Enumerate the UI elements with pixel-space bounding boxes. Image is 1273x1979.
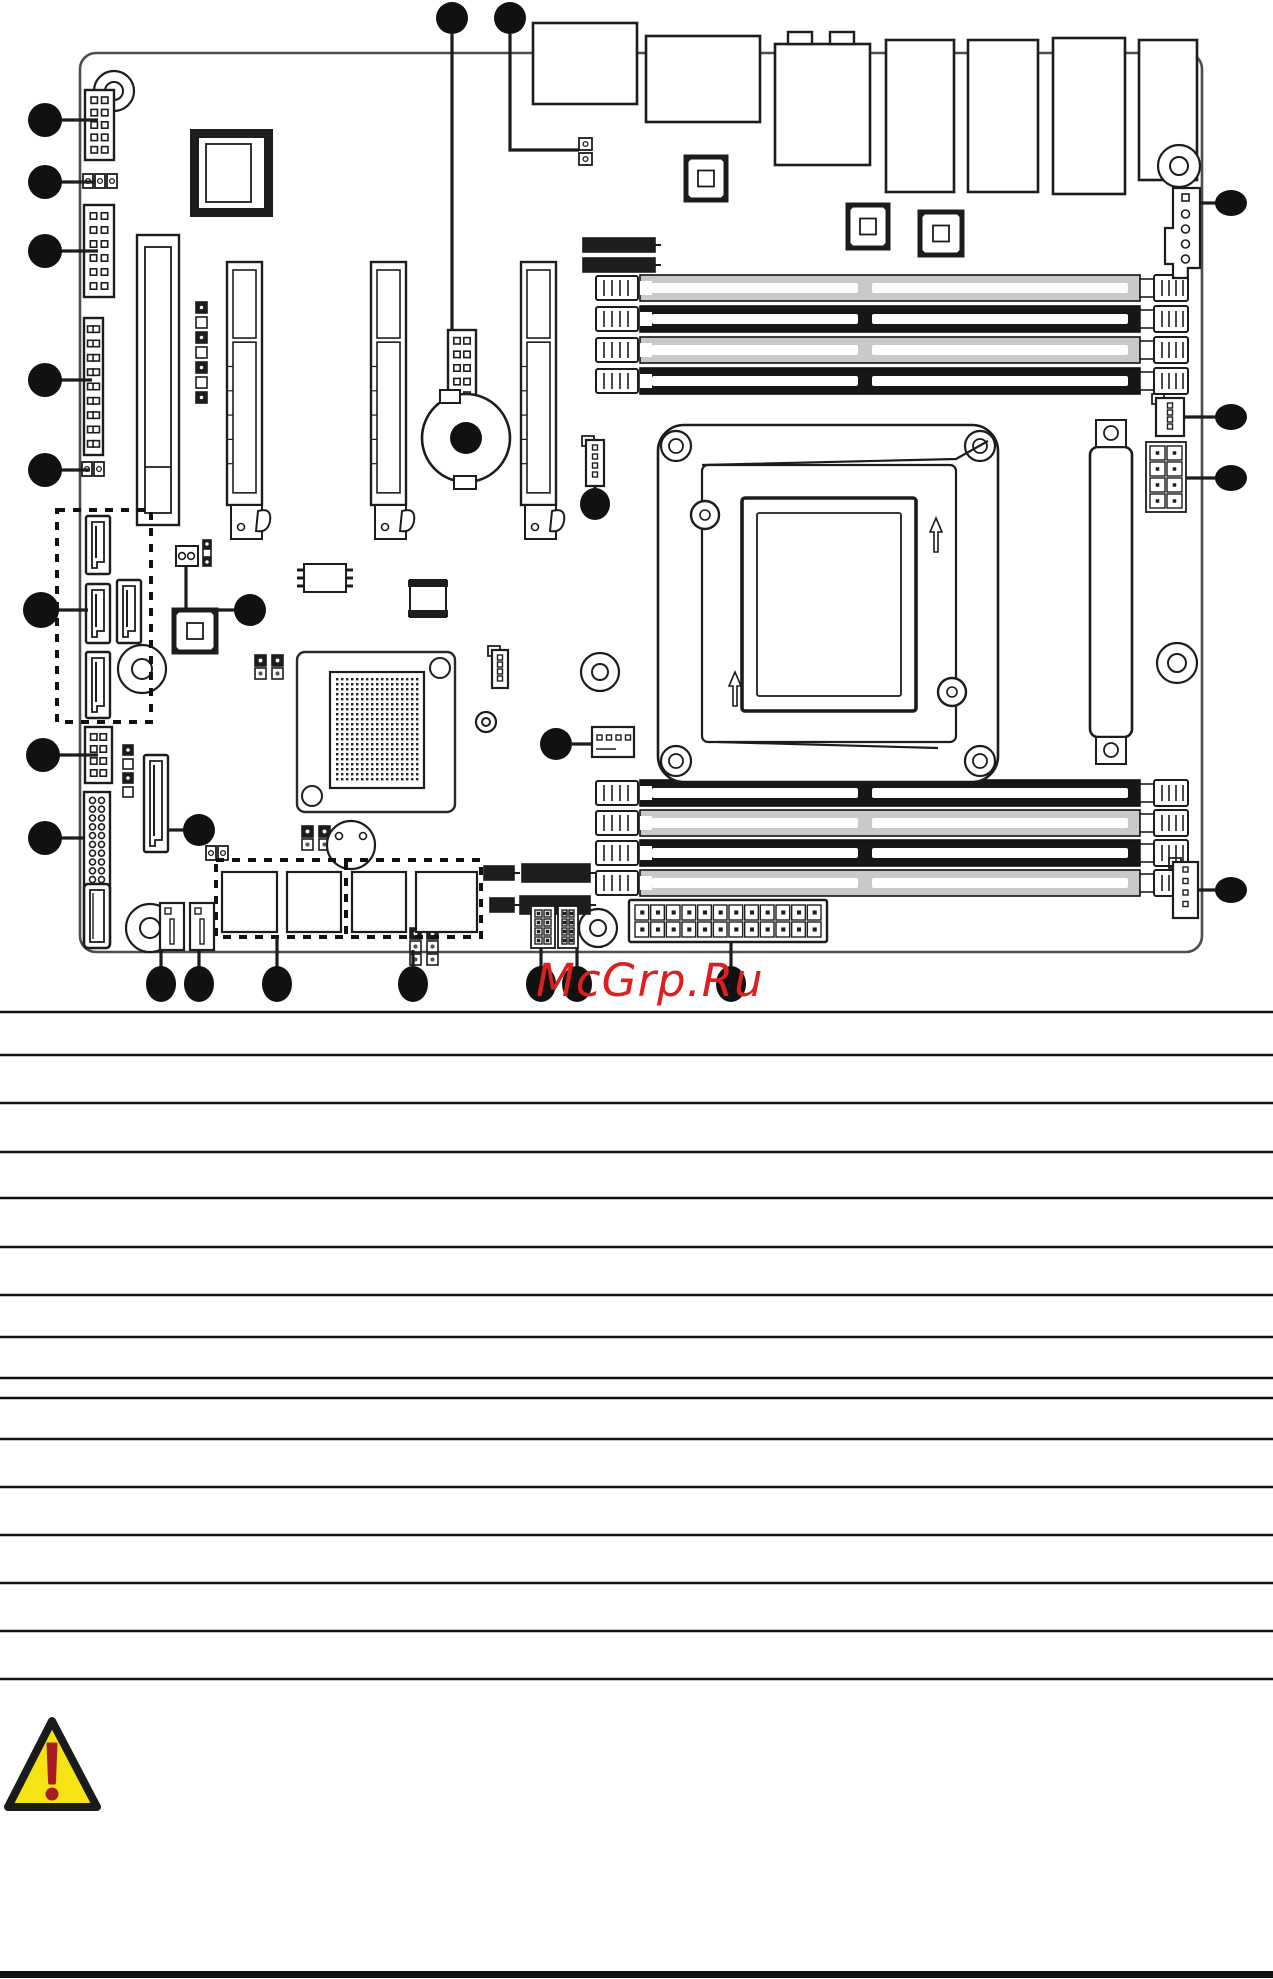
atx-24pin [629, 900, 827, 942]
ic-small-1 [297, 564, 353, 592]
sysfan-conn [176, 546, 198, 566]
callout-right-4 [1215, 877, 1247, 903]
fan-header-mid [582, 436, 604, 486]
sata-2 [86, 584, 110, 643]
watermark-text: McGrp.Ru [536, 954, 764, 1007]
callout-hdr4 [540, 728, 572, 760]
chip-lan-2 [920, 212, 962, 255]
callout-bottom-2 [184, 966, 214, 1002]
dimm-bot-3 [596, 840, 1188, 866]
fan-2pin-b1 [160, 903, 184, 950]
msata-3 [352, 872, 406, 932]
msata-1 [222, 872, 277, 932]
callout-right-1 [1215, 190, 1247, 216]
cpu-fan-header [1152, 394, 1184, 436]
io-block-5 [968, 40, 1038, 192]
sysfan-pincol [203, 540, 211, 566]
chip-super-io [190, 129, 273, 217]
io-block-2 [646, 36, 760, 122]
fan-2pin-b2 [190, 903, 214, 950]
footer-rule [0, 1971, 1273, 1978]
chip-usb [686, 157, 726, 200]
usb3-front [84, 884, 110, 948]
sata-dom [144, 755, 168, 852]
spec-table-lines [0, 1012, 1273, 1679]
sata-3 [117, 580, 141, 643]
callout-left-7 [26, 738, 60, 772]
msata-2 [287, 872, 341, 932]
sata-4 [86, 652, 110, 718]
screw-hole-tr [1158, 145, 1200, 187]
callout-fan-mid [580, 488, 610, 520]
callout-battery [450, 422, 482, 454]
chip-clockgen [174, 610, 216, 652]
screw-hole-mr [1157, 643, 1197, 683]
dimm-bot-1 [596, 780, 1188, 806]
callout-left-3 [28, 234, 62, 268]
header-4pin-h [592, 727, 634, 757]
dimm-top-3 [596, 337, 1188, 363]
callout-right-2 [1215, 404, 1247, 430]
callout-left-1 [28, 103, 62, 137]
msata-4 [416, 872, 477, 932]
front-panel-header [84, 318, 103, 455]
vrm-heatsink [1090, 420, 1132, 764]
warning-icon [8, 1721, 97, 1807]
strip-pair-1a [484, 866, 520, 880]
cpu-socket [658, 425, 998, 782]
callout-left-5 [28, 453, 62, 487]
callout-bottom-4 [398, 966, 428, 1002]
header-2x10 [84, 792, 110, 888]
jblock-2 [558, 906, 578, 948]
callout-bottom-3 [262, 966, 292, 1002]
usb-header-1 [85, 90, 114, 160]
screw-hole-pch [581, 653, 619, 691]
conn-mini [488, 646, 508, 688]
pci-slot [137, 235, 179, 525]
callout-left-8 [28, 821, 62, 855]
sata-1 [86, 516, 110, 574]
chipset [297, 652, 455, 812]
io-block-1 [533, 23, 637, 104]
callout-left-6 [23, 592, 59, 628]
dimm-top-2 [596, 306, 1188, 332]
io-audio-block [775, 32, 870, 165]
atx12v-8pin [1146, 442, 1186, 512]
strip-pair-1b [522, 864, 596, 882]
fan-header-br [1169, 858, 1198, 918]
callout-top-1 [436, 2, 468, 34]
screw-hole-mini [476, 712, 496, 732]
dimm-bot-2 [596, 810, 1188, 836]
screw-hole-sata [118, 645, 166, 693]
jblock-1 [531, 906, 555, 948]
dimm-top-1 [596, 275, 1188, 301]
chip-lan-1 [848, 205, 888, 248]
callout-sysfan [234, 594, 266, 626]
callout-left-4 [28, 363, 62, 397]
callout-right-3 [1215, 465, 1247, 491]
callout-bottom-1 [146, 966, 176, 1002]
io-block-4 [886, 40, 954, 192]
dimm-top-4 [596, 368, 1188, 394]
strip-conn-top-1 [583, 238, 661, 252]
callout-top-2 [494, 2, 526, 34]
dimm-bot-4 [596, 870, 1188, 896]
io-block-6 [1053, 38, 1125, 194]
callout-left-2 [28, 165, 62, 199]
strip-conn-top-2 [583, 258, 661, 272]
pin-strip-col [196, 302, 207, 403]
ic-small-2 [408, 580, 448, 617]
callout-satadom [183, 814, 215, 846]
